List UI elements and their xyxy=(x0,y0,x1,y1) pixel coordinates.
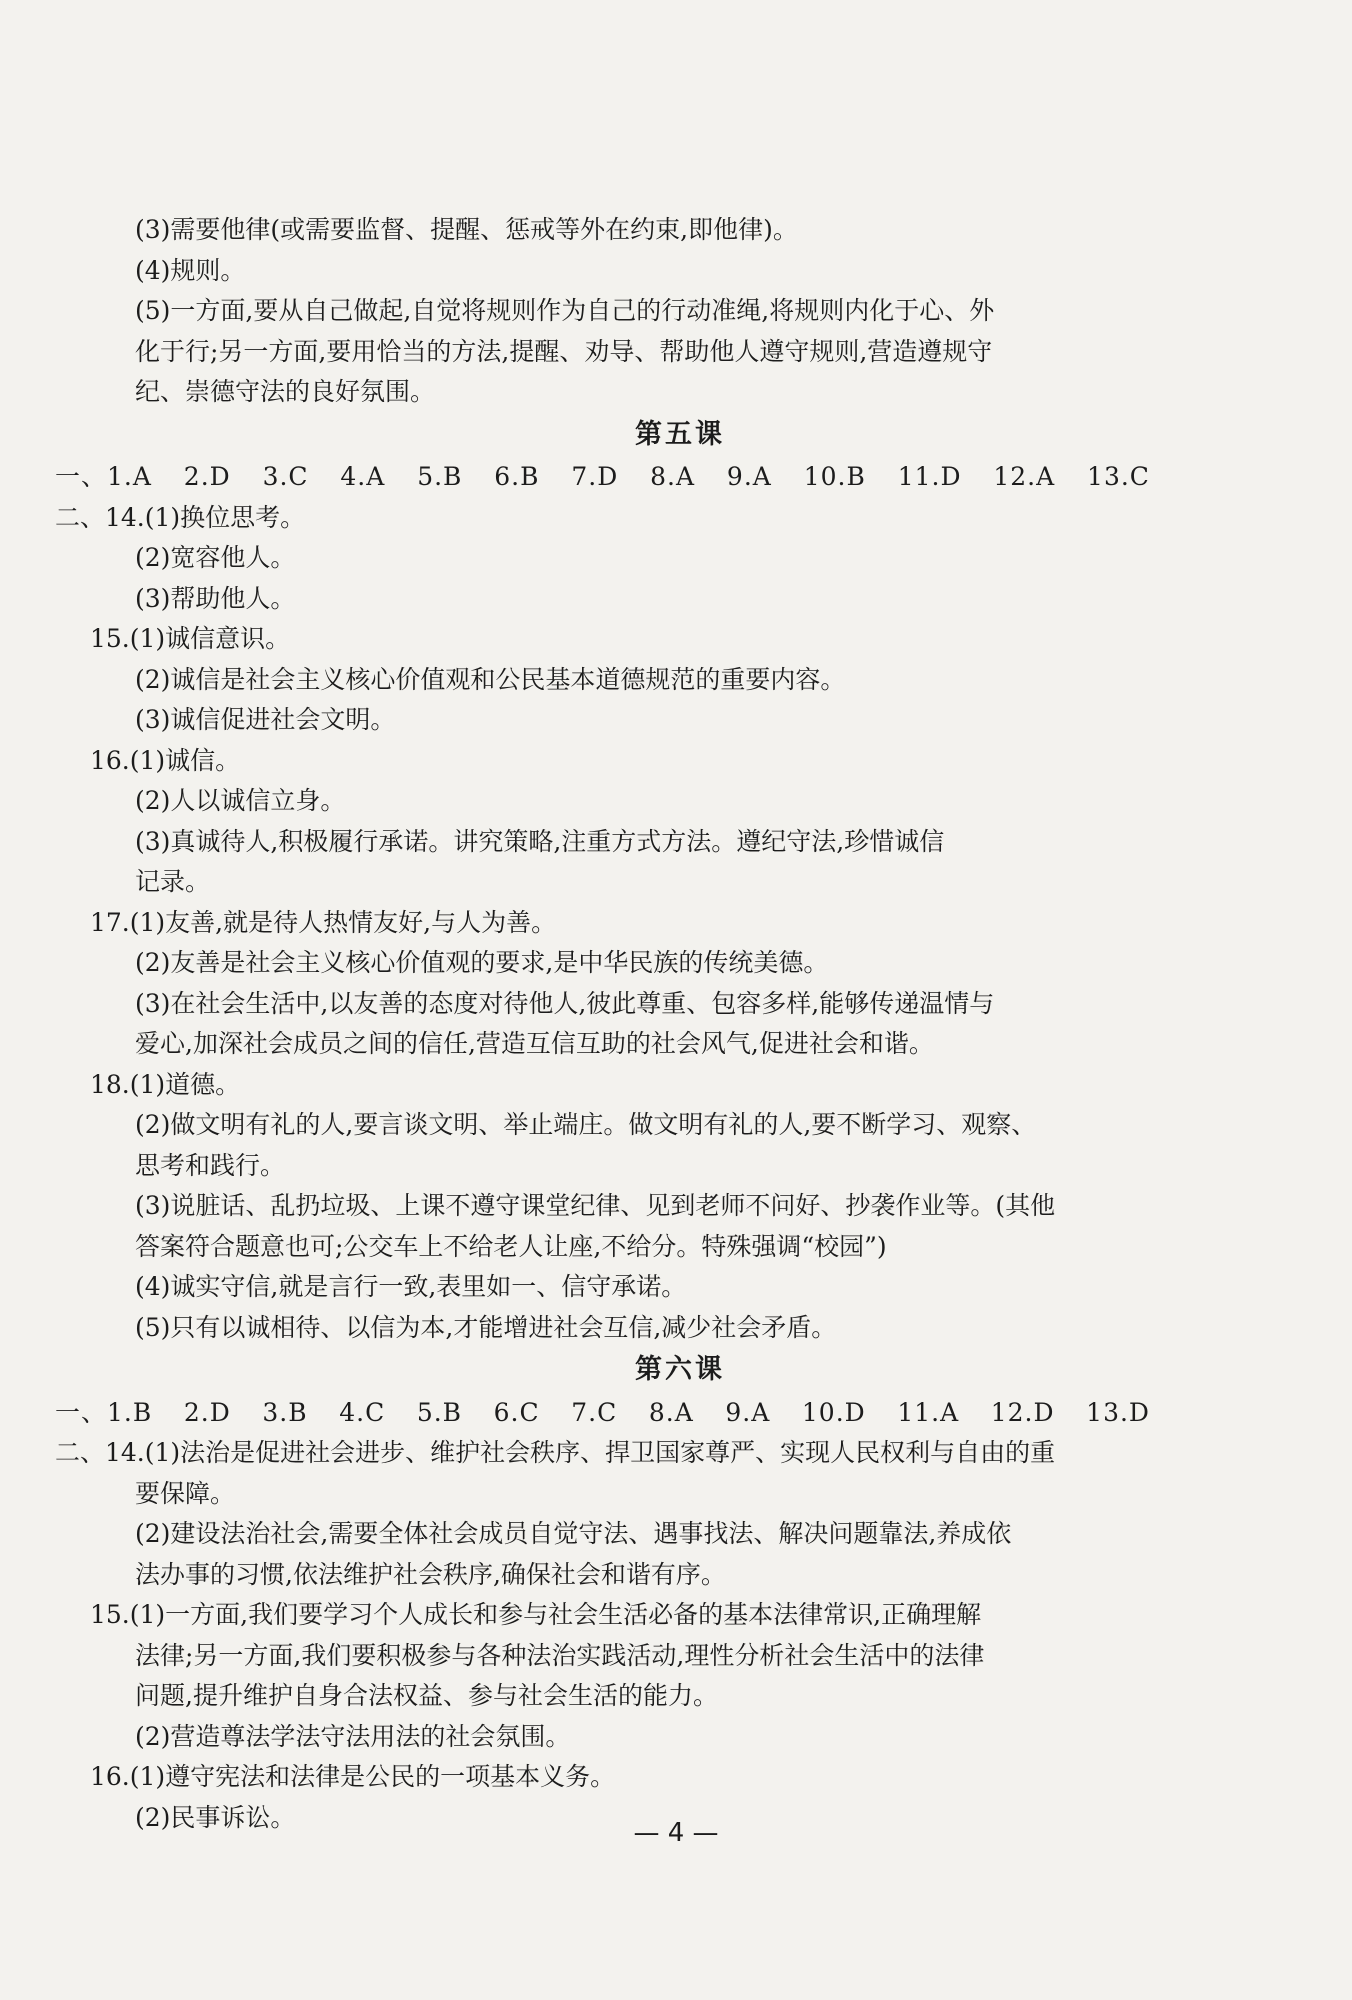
answer-line: (2)人以诚信立身。 xyxy=(135,786,346,815)
mc-answer: 5.B xyxy=(417,462,463,491)
multiple-choice-answers xyxy=(55,457,1150,498)
mc-answer: 13.D xyxy=(1086,1397,1150,1427)
mc-answer: 2.D xyxy=(183,462,231,491)
mc-answer: 11.D xyxy=(897,462,962,491)
answer-line: 二、14.(1)法治是促进社会进步、维护社会秩序、捍卫国家尊严、实现人民权利与自由的重 xyxy=(55,1438,1056,1467)
answer-line: (5)一方面,要从自己做起,自觉将规则作为自己的行动准绳,将规则内化于心、外 xyxy=(135,296,995,325)
mc-answer: 5.B xyxy=(416,1397,463,1427)
mc-answer: 7.D xyxy=(571,462,619,491)
answer-line: (5)只有以诚相待、以信为本,才能增进社会互信,减少社会矛盾。 xyxy=(135,1312,837,1342)
answer-line: (2)建设法治社会,需要全体社会成员自觉守法、遇事找法、解决问题靠法,养成依 xyxy=(135,1519,1012,1548)
answer-line: (2)友善是社会主义核心价值观的要求,是中华民族的传统美德。 xyxy=(135,948,829,977)
mc-answer: 12.D xyxy=(990,1397,1055,1427)
mc-answer: 1.B xyxy=(107,1397,153,1427)
answer-line: (3)帮助他人。 xyxy=(135,583,296,613)
mc-answer: 4.A xyxy=(340,462,386,491)
answer-line: 16.(1)遵守宪法和法律是公民的一项基本义务。 xyxy=(90,1762,616,1791)
answer-line: 二、14.(1)换位思考。 xyxy=(55,502,306,532)
mc-answer: 11.A xyxy=(897,1397,960,1427)
answer-line: (2)民事诉讼。 xyxy=(135,1802,296,1832)
mc-answer-group xyxy=(55,457,152,498)
mc-answer: 8.A xyxy=(650,462,696,491)
answer-line: (2)做文明有礼的人,要言谈文明、举止端庄。做文明有礼的人,要不断学习、观察、 xyxy=(135,1110,1037,1139)
answer-line: (3)说脏话、乱扔垃圾、上课不遵守课堂纪律、见到老师不问好、抄袭作业等。(其他 xyxy=(135,1191,1056,1220)
mc-answer: 7.C xyxy=(571,1397,618,1427)
mc-answer: 8.A xyxy=(648,1397,694,1427)
answer-line: (2)诚信是社会主义核心价值观和公民基本道德规范的重要内容。 xyxy=(135,664,846,694)
mc-answer: 3.B xyxy=(262,1397,308,1427)
answer-line: 思考和践行。 xyxy=(135,1150,286,1180)
answer-line: (2)营造尊法学法守法用法的社会氛围。 xyxy=(135,1721,571,1751)
answer-line: 答案符合题意也可;公交车上不给老人让座,不给分。特殊强调“校园”) xyxy=(135,1231,887,1261)
mc-answer: 2.D xyxy=(183,1397,231,1427)
answer-line: 16.(1)诚信。 xyxy=(90,745,241,775)
answer-line: 爱心,加深社会成员之间的信任,营造互信互助的社会风气,促进社会和谐。 xyxy=(135,1029,934,1058)
answer-line: 15.(1)诚信意识。 xyxy=(90,624,291,653)
mc-answer: 一、 xyxy=(55,462,108,491)
mc-answer: 10.B xyxy=(803,462,866,491)
answer-line: (4)诚实守信,就是言行一致,表里如一、信守承诺。 xyxy=(135,1272,687,1301)
lesson-title: 第六课 xyxy=(635,1354,725,1385)
mc-answer: 6.C xyxy=(493,1397,540,1427)
answer-line: 法办事的习惯,依法维护社会秩序,确保社会和谐有序。 xyxy=(135,1559,726,1589)
answer-line: (3)真诚待人,积极履行承诺。讲究策略,注重方式方法。遵纪守法,珍惜诚信 xyxy=(135,826,945,856)
answer-line: (3)诚信促进社会文明。 xyxy=(135,705,396,734)
answer-line: 17.(1)友善,就是待人热情友好,与人为善。 xyxy=(90,907,557,937)
mc-answer: 3.C xyxy=(262,462,309,491)
multiple-choice-answers xyxy=(55,1393,1150,1434)
mc-answer: 13.C xyxy=(1087,462,1150,491)
mc-answer: 1.A xyxy=(107,462,152,491)
answer-line: 法律;另一方面,我们要积极参与各种法治实践活动,理性分析社会生活中的法律 xyxy=(135,1640,985,1670)
page-number: — 4 — xyxy=(633,1818,719,1848)
answer-line: 15.(1)一方面,我们要学习个人成长和参与社会生活必备的基本法律常识,正确理解 xyxy=(90,1600,982,1629)
answer-line: (3)需要他律(或需要监督、提醒、惩戒等外在约束,即他律)。 xyxy=(135,215,798,244)
mc-answer: 一、 xyxy=(55,1397,108,1427)
answer-line: 纪、崇德守法的良好氛围。 xyxy=(135,377,436,406)
answer-content xyxy=(55,210,1305,1838)
mc-answer: 6.B xyxy=(494,462,540,491)
answer-line: (3)在社会生活中,以友善的态度对待他人,彼此尊重、包容多样,能够传递温情与 xyxy=(135,988,995,1018)
mc-answer: 12.A xyxy=(993,462,1056,491)
answer-line: 问题,提升维护自身合法权益、参与社会生活的能力。 xyxy=(135,1681,718,1710)
answer-line: 18.(1)道德。 xyxy=(90,1069,241,1099)
mc-answer: 9.A xyxy=(726,462,772,491)
answer-line: (2)宽容他人。 xyxy=(135,543,296,572)
mc-answer: 10.D xyxy=(801,1397,866,1427)
lesson-title: 第五课 xyxy=(635,418,725,450)
answer-line: 化于行;另一方面,要用恰当的方法,提醒、劝导、帮助他人遵守规则,营造遵规守 xyxy=(135,336,993,366)
answer-line: (4)规则。 xyxy=(135,255,246,285)
mc-answer: 4.C xyxy=(339,1397,386,1427)
answer-line: 记录。 xyxy=(135,867,211,896)
answer-line: 要保障。 xyxy=(135,1478,236,1508)
mc-answer-group xyxy=(55,1393,152,1434)
mc-answer: 9.A xyxy=(725,1397,771,1427)
